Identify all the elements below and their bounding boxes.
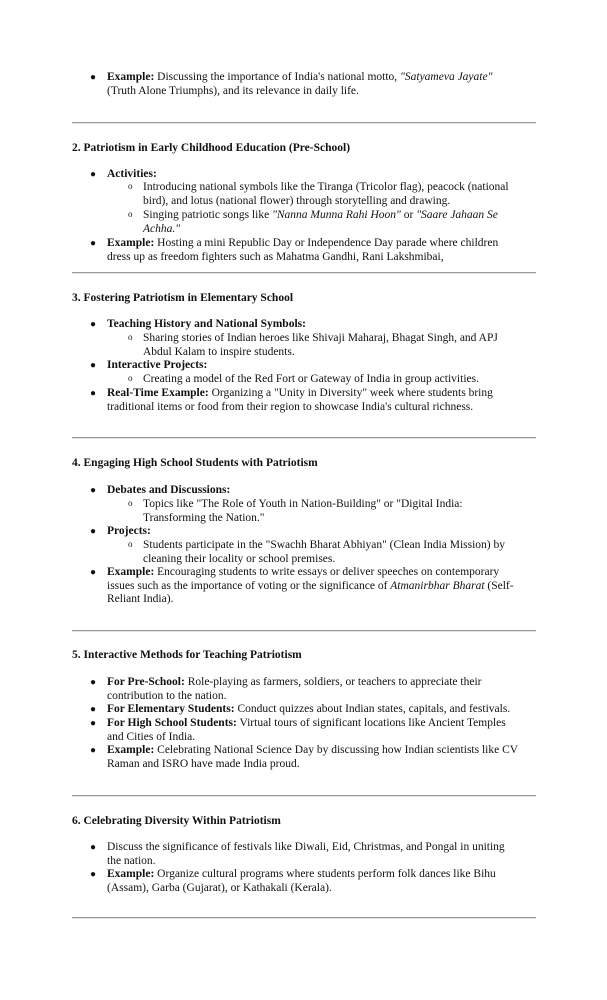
bullet-disc-icon: ●	[90, 526, 97, 537]
text: Transforming the Nation."	[143, 511, 265, 524]
divider	[72, 437, 536, 439]
section-heading: 3. Fostering Patriotism in Elementary School	[72, 292, 294, 304]
text: Virtual tours of significant locations like Ancient Temples	[236, 717, 506, 729]
list-item	[90, 676, 537, 703]
section-heading: 4. Engaging High School Students with Patriotism	[72, 457, 318, 469]
pre-school-label: For Pre-School:	[107, 676, 185, 688]
text: Celebrating National Science Day by discussing how Indian scientists like CV	[154, 744, 519, 756]
text: dress up as freedom fighters such as Mahatma Gandhi, Rani Lakshmibai,	[107, 250, 444, 263]
text: bird), and lotus (national flower) through storytelling and drawing.	[143, 194, 451, 207]
example-label: Example:	[107, 744, 155, 756]
italic-term: Atmanirbhar Bharat	[390, 579, 485, 592]
bullet-circle-icon: o	[128, 498, 133, 508]
song-title: "Nanna Munna Rahi Hoon"	[272, 209, 401, 221]
bullet-disc-icon: ●	[90, 677, 97, 688]
text: Organize cultural programs where students perform folk dances like Bihu	[154, 868, 496, 880]
bullet-disc-icon: ●	[90, 169, 97, 180]
example-label: Example:	[107, 566, 155, 578]
bullet-disc-icon: ●	[90, 718, 97, 729]
bullet-circle-icon: o	[128, 332, 133, 342]
text: Abdul Kalam to inspire students.	[143, 345, 295, 358]
text: Role-playing as farmers, soldiers, or teachers to appreciate their	[184, 676, 482, 688]
bullet-disc-icon: ●	[90, 869, 97, 880]
bullet-disc-icon: ●	[90, 745, 97, 756]
text: Organizing a "Unity in Diversity" week where students bring	[208, 387, 493, 399]
text: Topics like "The Role of Youth in Nation-Building" or "Digital India:	[143, 498, 463, 510]
text: Students participate in the "Swachh Bharat Abhiyan" (Clean India Mission) by	[143, 539, 505, 551]
bullet-circle-icon: o	[128, 209, 133, 219]
bullet-disc-icon: ●	[90, 485, 97, 496]
list-item	[128, 209, 537, 236]
text: traditional items or food from their region to showcase India's cultural richness.	[107, 400, 474, 413]
text: Sharing stories of Indian heroes like Shivaji Maharaj, Bhagat Singh, and APJ	[143, 332, 498, 344]
list-item	[90, 168, 537, 182]
song-title: Achha."	[143, 222, 181, 235]
bullet-circle-icon: o	[128, 373, 133, 383]
list-item	[90, 841, 537, 868]
text: cleaning their locality or school premises.	[143, 552, 336, 565]
text: Singing patriotic songs like	[143, 209, 273, 221]
activities-label: Activities:	[107, 168, 157, 180]
section-heading: 6. Celebrating Diversity Within Patriotism	[72, 815, 281, 827]
bullet-disc-icon: ●	[90, 842, 97, 853]
text: (Self-	[484, 579, 514, 592]
text: or	[400, 209, 417, 221]
list-item	[90, 566, 537, 607]
bullet-disc-icon: ●	[90, 72, 97, 83]
example-label: Example:	[107, 868, 155, 880]
list-item	[128, 498, 537, 525]
list-item	[90, 71, 537, 98]
example-label: Example:	[107, 237, 155, 249]
list-item	[128, 181, 537, 208]
bullet-disc-icon: ●	[90, 319, 97, 330]
debates-label: Debates and Discussions:	[107, 484, 231, 496]
list-item	[90, 318, 537, 332]
list-item	[90, 868, 537, 895]
list-item	[90, 717, 537, 744]
divider	[72, 917, 536, 919]
bullet-disc-icon: ●	[90, 388, 97, 399]
list-item	[90, 703, 537, 717]
high-school-label: For High School Students:	[107, 717, 237, 729]
list-item	[90, 237, 537, 264]
text: Encouraging students to write essays or deliver speeches on contemporary	[154, 566, 500, 578]
list-item	[90, 484, 537, 498]
example-label: Example:	[107, 71, 155, 83]
bullet-disc-icon: ●	[90, 567, 97, 578]
section-heading: 5. Interactive Methods for Teaching Patriotism	[72, 649, 302, 661]
motto-text: "Satyameva Jayate"	[400, 71, 493, 83]
list-item	[128, 332, 537, 359]
projects-label: Interactive Projects:	[107, 359, 208, 371]
elementary-label: For Elementary Students:	[107, 703, 235, 715]
text: Hosting a mini Republic Day or Independence Day parade where children	[154, 237, 499, 249]
section-heading: 2. Patriotism in Early Childhood Education (Pre-School)	[72, 142, 351, 154]
list-item	[90, 359, 537, 373]
text: and Cities of India.	[107, 730, 196, 743]
divider	[72, 272, 536, 274]
list-item	[128, 373, 537, 387]
list-item	[128, 539, 537, 566]
text: contribution to the nation.	[107, 689, 227, 702]
divider	[72, 630, 536, 632]
divider	[72, 122, 536, 124]
list-item	[90, 525, 537, 539]
text: Conduct quizzes about Indian states, capitals, and festivals.	[234, 703, 511, 715]
bullet-circle-icon: o	[128, 181, 133, 191]
real-time-label: Real-Time Example:	[107, 387, 209, 399]
text: issues such as the importance of voting or the significance of	[107, 579, 391, 592]
text: Creating a model of the Red Fort or Gateway of India in group activities.	[143, 373, 479, 385]
divider	[72, 795, 536, 797]
text: Discussing the importance of India's national motto,	[154, 71, 401, 83]
list-item	[90, 387, 537, 414]
text: the nation.	[107, 854, 156, 867]
history-label: Teaching History and National Symbols:	[107, 318, 306, 330]
text: Introducing national symbols like the Tiranga (Tricolor flag), peacock (national	[143, 181, 509, 193]
bullet-circle-icon: o	[128, 539, 133, 549]
bullet-disc-icon: ●	[90, 704, 97, 715]
text: Reliant India).	[107, 593, 174, 605]
bullet-disc-icon: ●	[90, 360, 97, 371]
text: Raman and ISRO have made India proud.	[107, 757, 300, 770]
list-item	[90, 744, 537, 771]
projects-label: Projects:	[107, 525, 151, 537]
text: (Truth Alone Triumphs), and its relevance in daily life.	[107, 84, 359, 97]
text: Discuss the significance of festivals like Diwali, Eid, Christmas, and Pongal in uniting	[107, 841, 505, 853]
song-title: "Saare Jahaan Se	[416, 209, 498, 221]
text: (Assam), Garba (Gujarat), or Kathakali (Kerala).	[107, 881, 332, 894]
bullet-disc-icon: ●	[90, 238, 97, 249]
